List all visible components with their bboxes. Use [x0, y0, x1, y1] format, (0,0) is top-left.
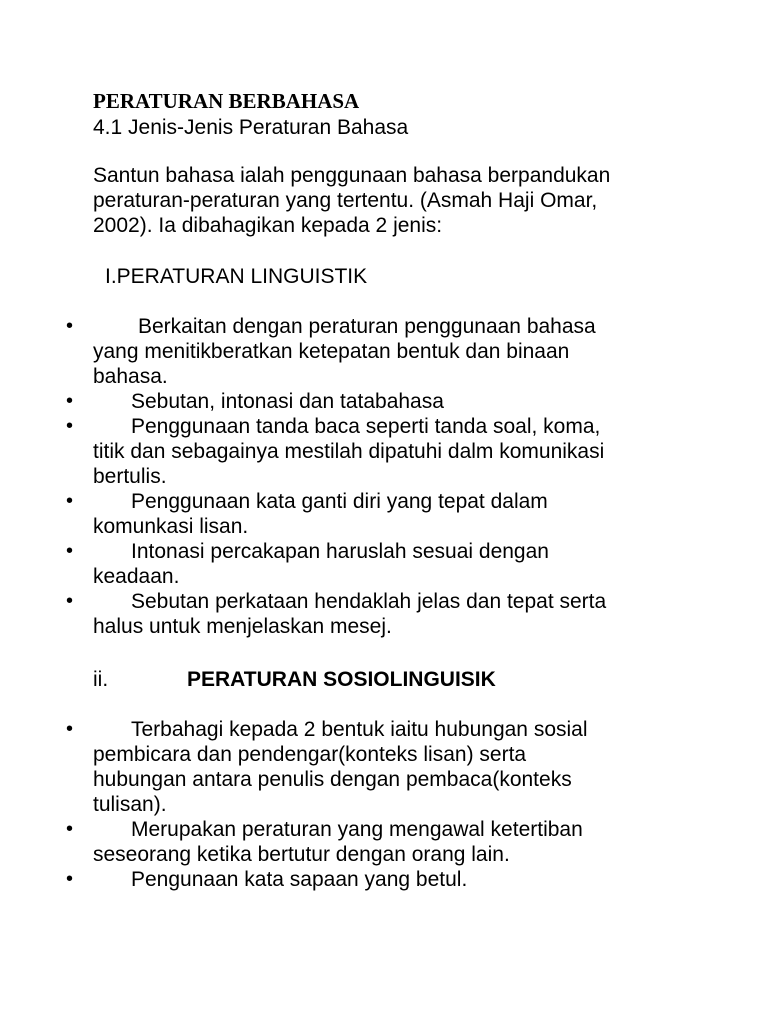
list-item-line: bertulis. — [93, 465, 167, 488]
list-item-line: Berkaitan dengan peraturan penggunaan bahasa — [138, 315, 596, 338]
list-item-line: Terbahagi kepada 2 bentuk iaitu hubungan sosial — [131, 718, 588, 741]
list-item-line: Merupakan peraturan yang mengawal ketertiban — [131, 818, 583, 841]
list-item-line: Penggunaan kata ganti diri yang tepat dalam — [131, 490, 548, 513]
bullet-icon: • — [66, 590, 74, 612]
bullet-icon: • — [66, 415, 74, 437]
list-item-line: Sebutan perkataan hendaklah jelas dan tepat serta — [131, 590, 607, 613]
list-item — [0, 389, 733, 414]
list-item — [0, 867, 733, 892]
list-item-line: halus untuk menjelaskan mesej. — [93, 615, 392, 638]
intro-line: peraturan-peraturan yang tertentu. (Asmah Haji Omar, — [93, 189, 598, 212]
bullet-icon: • — [66, 390, 74, 412]
section-number: ii. — [93, 668, 109, 691]
section-sosiolinguistik-heading — [93, 667, 496, 692]
list-item — [0, 539, 733, 589]
linguistik-bullet-list — [0, 314, 768, 639]
intro-paragraph — [93, 163, 693, 238]
section-linguistik-heading: I.PERATURAN LINGUISTIK — [105, 265, 368, 288]
list-item-line: hubungan antara penulis dengan pembaca(konteks — [93, 768, 572, 791]
document-title: PERATURAN BERBAHASA — [93, 89, 360, 113]
intro-line: Santun bahasa ialah penggunaan bahasa berpandukan — [93, 164, 611, 187]
list-item-line: seseorang ketika bertutur dengan orang lain. — [93, 843, 510, 866]
bullet-icon: • — [66, 540, 74, 562]
list-item-line: Penggunaan tanda baca seperti tanda soal, koma, — [131, 415, 601, 438]
list-item — [0, 589, 733, 639]
section-heading-text: PERATURAN SOSIOLINGUISIK — [187, 668, 496, 691]
bullet-icon: • — [66, 490, 74, 512]
bullet-icon: • — [66, 868, 74, 890]
list-item-line: tulisan). — [93, 793, 167, 816]
list-item-line: yang menitikberatkan ketepatan bentuk dan binaan — [93, 340, 570, 363]
intro-line: 2002). Ia dibahagikan kepada 2 jenis: — [93, 214, 443, 237]
list-item-line: keadaan. — [93, 565, 180, 588]
list-item — [0, 314, 733, 389]
list-item-line: pembicara dan pendengar(konteks lisan) serta — [93, 743, 527, 766]
list-item-line: titik dan sebagainya mestilah dipatuhi dalm komunikasi — [93, 440, 605, 463]
list-item — [0, 414, 733, 489]
list-item-line: bahasa. — [93, 365, 168, 388]
bullet-icon: • — [66, 718, 74, 740]
list-item-line: Sebutan, intonasi dan tatabahasa — [131, 390, 444, 413]
list-item-line: Pengunaan kata sapaan yang betul. — [131, 868, 468, 891]
list-item — [0, 817, 733, 867]
bullet-icon: • — [66, 818, 74, 840]
list-item — [0, 489, 733, 539]
list-item — [0, 717, 733, 817]
bullet-icon: • — [66, 315, 74, 337]
document-subtitle: 4.1 Jenis-Jenis Peraturan Bahasa — [93, 116, 409, 139]
list-item-line: Intonasi percakapan haruslah sesuai dengan — [131, 540, 549, 563]
list-item-line: komunkasi lisan. — [93, 515, 249, 538]
sosiolinguistik-bullet-list — [0, 717, 768, 892]
